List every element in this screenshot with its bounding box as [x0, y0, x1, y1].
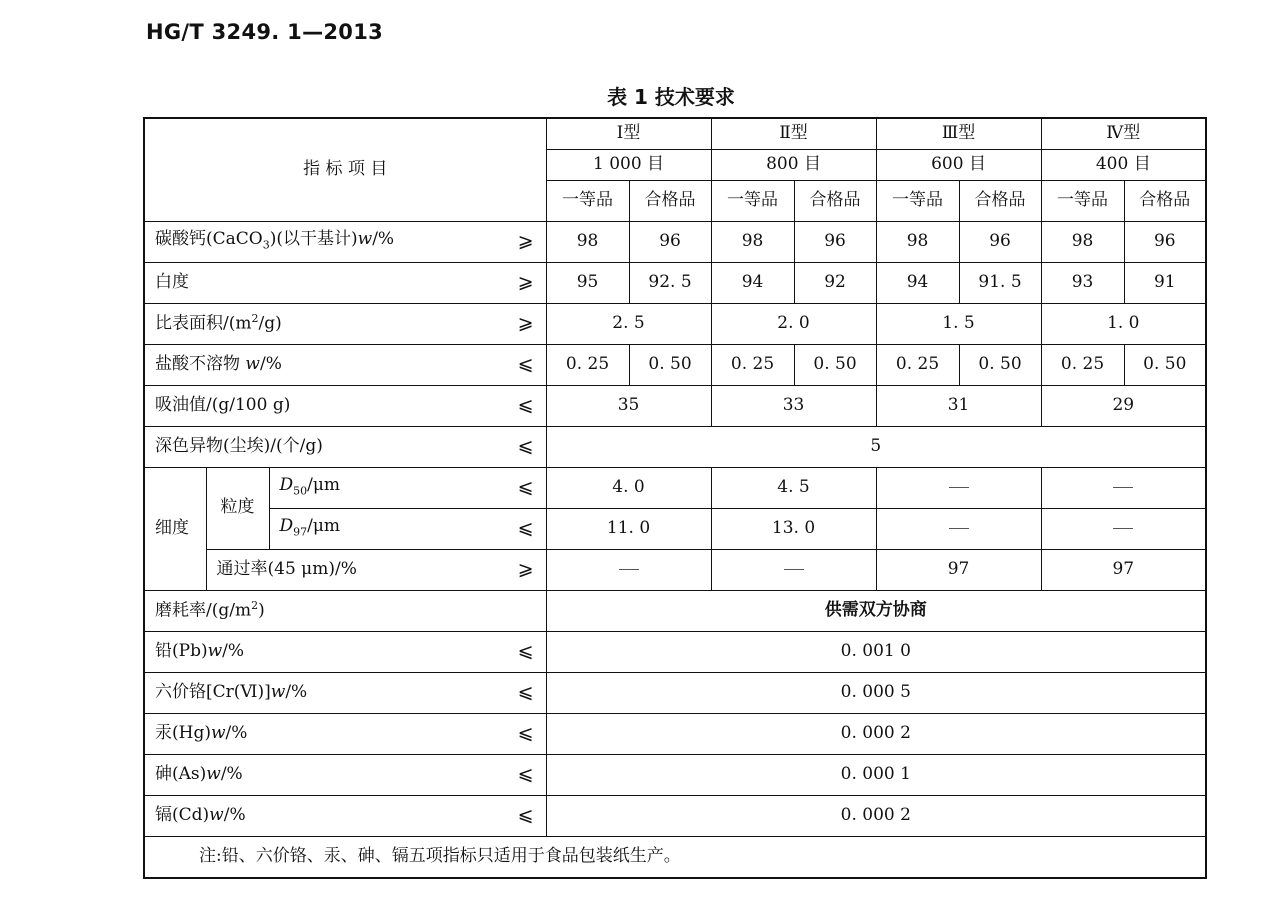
value-cell: 94	[711, 262, 794, 303]
row-pass-rate	[144, 549, 1206, 590]
value-cell: 供需双方协商	[546, 590, 1206, 631]
grade-first: 一等品	[546, 180, 629, 221]
type-1-mesh: 1 000 目	[546, 149, 711, 180]
comparison-symbol: ⩽	[517, 475, 534, 498]
item-label: 通过率(45 μm)/% ⩾	[206, 549, 546, 590]
value-cell: 0. 25	[546, 344, 629, 385]
type-1-name: Ⅰ型	[546, 118, 711, 149]
comparison-symbol: ⩾	[517, 311, 534, 334]
row-arsenic	[144, 754, 1206, 795]
type-3-mesh: 600 目	[876, 149, 1041, 180]
value-cell: 0. 000 1	[546, 754, 1206, 795]
type-2-name: Ⅱ型	[711, 118, 876, 149]
comparison-symbol: ⩽	[517, 352, 534, 375]
value-cell: 96	[629, 221, 711, 262]
item-label: 六价铬[Cr(Ⅵ)]w/% ⩽	[144, 672, 546, 713]
value-cell: 29	[1041, 385, 1206, 426]
value-cell: 91. 5	[959, 262, 1041, 303]
value-cell: 2. 5	[546, 303, 711, 344]
grade-qualified: 合格品	[794, 180, 876, 221]
grade-first: 一等品	[876, 180, 959, 221]
type-2-mesh: 800 目	[711, 149, 876, 180]
value-cell: 92. 5	[629, 262, 711, 303]
item-label: 碳酸钙(CaCO$_3$)(以干基计)w/% ⩾	[144, 221, 546, 262]
value-cell	[546, 549, 711, 590]
comparison-symbol: ⩽	[517, 803, 534, 826]
value-cell: 94	[876, 262, 959, 303]
value-cell: 98	[546, 221, 629, 262]
row-caco3	[144, 221, 1206, 262]
row-lead	[144, 631, 1206, 672]
dash-mark	[1113, 528, 1133, 529]
value-cell: 0. 25	[711, 344, 794, 385]
item-label: 磨耗率$/(g/m^2)$	[144, 590, 546, 631]
value-cell: 97	[1041, 549, 1206, 590]
value-cell: 1. 0	[1041, 303, 1206, 344]
item-label: 深色异物(尘埃)/(个/g) ⩽	[144, 426, 546, 467]
comparison-symbol: ⩾	[517, 557, 534, 580]
comparison-symbol: ⩽	[517, 721, 534, 744]
dash-mark	[949, 487, 969, 488]
particle-size-label: 粒度	[206, 467, 269, 549]
comparison-symbol: ⩾	[517, 270, 534, 293]
type-4-name: Ⅳ型	[1041, 118, 1206, 149]
value-cell: 33	[711, 385, 876, 426]
item-label: 镉(Cd)w/% ⩽	[144, 795, 546, 836]
row-mercury	[144, 713, 1206, 754]
value-cell: 4. 0	[546, 467, 711, 508]
comparison-symbol: ⩽	[517, 639, 534, 662]
item-label: 比表面积$/(m^2/g)$ ⩾	[144, 303, 546, 344]
comparison-symbol: ⩽	[517, 680, 534, 703]
value-cell: 98	[876, 221, 959, 262]
item-label: 盐酸不溶物 w/% ⩽	[144, 344, 546, 385]
fineness-label: 细度	[144, 467, 206, 590]
value-cell	[876, 467, 1041, 508]
row-d97	[144, 508, 1206, 549]
value-cell: 0. 50	[959, 344, 1041, 385]
value-cell: 0. 50	[1124, 344, 1206, 385]
value-cell: 11. 0	[546, 508, 711, 549]
row-specific-surface	[144, 303, 1206, 344]
table-title: 表 1 技术要求	[607, 85, 735, 109]
value-cell: 0. 50	[794, 344, 876, 385]
value-cell: 2. 0	[711, 303, 876, 344]
value-cell: 13. 0	[711, 508, 876, 549]
row-hcl-insoluble	[144, 344, 1206, 385]
value-cell: 98	[1041, 221, 1124, 262]
grade-first: 一等品	[1041, 180, 1124, 221]
value-cell	[711, 549, 876, 590]
value-cell: 5	[546, 426, 1206, 467]
row-cadmium	[144, 795, 1206, 836]
item-header: 指 标 项 目	[303, 158, 388, 179]
dash-mark	[784, 569, 804, 570]
value-cell: 93	[1041, 262, 1124, 303]
grade-qualified: 合格品	[1124, 180, 1206, 221]
technical-requirements-table	[143, 117, 1207, 879]
item-label: 汞(Hg)w/% ⩽	[144, 713, 546, 754]
row-note	[144, 836, 1206, 878]
value-cell	[876, 508, 1041, 549]
type-4-mesh: 400 目	[1041, 149, 1206, 180]
grade-first: 一等品	[711, 180, 794, 221]
grade-qualified: 合格品	[629, 180, 711, 221]
value-cell: 0. 50	[629, 344, 711, 385]
value-cell: 1. 5	[876, 303, 1041, 344]
item-label: 铅(Pb)w/% ⩽	[144, 631, 546, 672]
comparison-symbol: ⩾	[517, 229, 534, 252]
value-cell: 0. 000 2	[546, 795, 1206, 836]
value-cell	[1041, 467, 1206, 508]
comparison-symbol: ⩽	[517, 434, 534, 457]
row-oil-absorption	[144, 385, 1206, 426]
value-cell: 96	[794, 221, 876, 262]
value-cell: 31	[876, 385, 1041, 426]
row-d50	[144, 467, 1206, 508]
dash-mark	[949, 528, 969, 529]
row-abrasion	[144, 590, 1206, 631]
value-cell: 96	[1124, 221, 1206, 262]
value-cell: 98	[711, 221, 794, 262]
row-whiteness	[144, 262, 1206, 303]
value-cell	[1041, 508, 1206, 549]
value-cell: 4. 5	[711, 467, 876, 508]
dash-mark	[1113, 487, 1133, 488]
value-cell: 0. 25	[876, 344, 959, 385]
value-cell: 97	[876, 549, 1041, 590]
table-note: 注:铅、六价铬、汞、砷、镉五项指标只适用于食品包装纸生产。	[144, 836, 1206, 878]
value-cell: 91	[1124, 262, 1206, 303]
standard-number: HG/T 3249. 1—2013	[146, 20, 384, 44]
value-cell: 0. 001 0	[546, 631, 1206, 672]
item-label: 吸油值/(g/100 g) ⩽	[144, 385, 546, 426]
value-cell: 0. 000 5	[546, 672, 1206, 713]
item-label: $D_{97}/\mu m$ ⩽	[269, 508, 546, 549]
comparison-symbol: ⩽	[517, 393, 534, 416]
row-dark-foreign-matter	[144, 426, 1206, 467]
value-cell: 0. 000 2	[546, 713, 1206, 754]
value-cell: 95	[546, 262, 629, 303]
value-cell: 96	[959, 221, 1041, 262]
item-label: 白度 ⩾	[144, 262, 546, 303]
value-cell: 92	[794, 262, 876, 303]
item-label: $D_{50}/\mu m$ ⩽	[269, 467, 546, 508]
comparison-symbol: ⩽	[517, 516, 534, 539]
dash-mark	[619, 569, 639, 570]
comparison-symbol: ⩽	[517, 762, 534, 785]
value-cell: 35	[546, 385, 711, 426]
row-chromium	[144, 672, 1206, 713]
item-label: 砷(As)w/% ⩽	[144, 754, 546, 795]
type-3-name: Ⅲ型	[876, 118, 1041, 149]
item-header-cell	[144, 118, 546, 221]
value-cell: 0. 25	[1041, 344, 1124, 385]
grade-qualified: 合格品	[959, 180, 1041, 221]
